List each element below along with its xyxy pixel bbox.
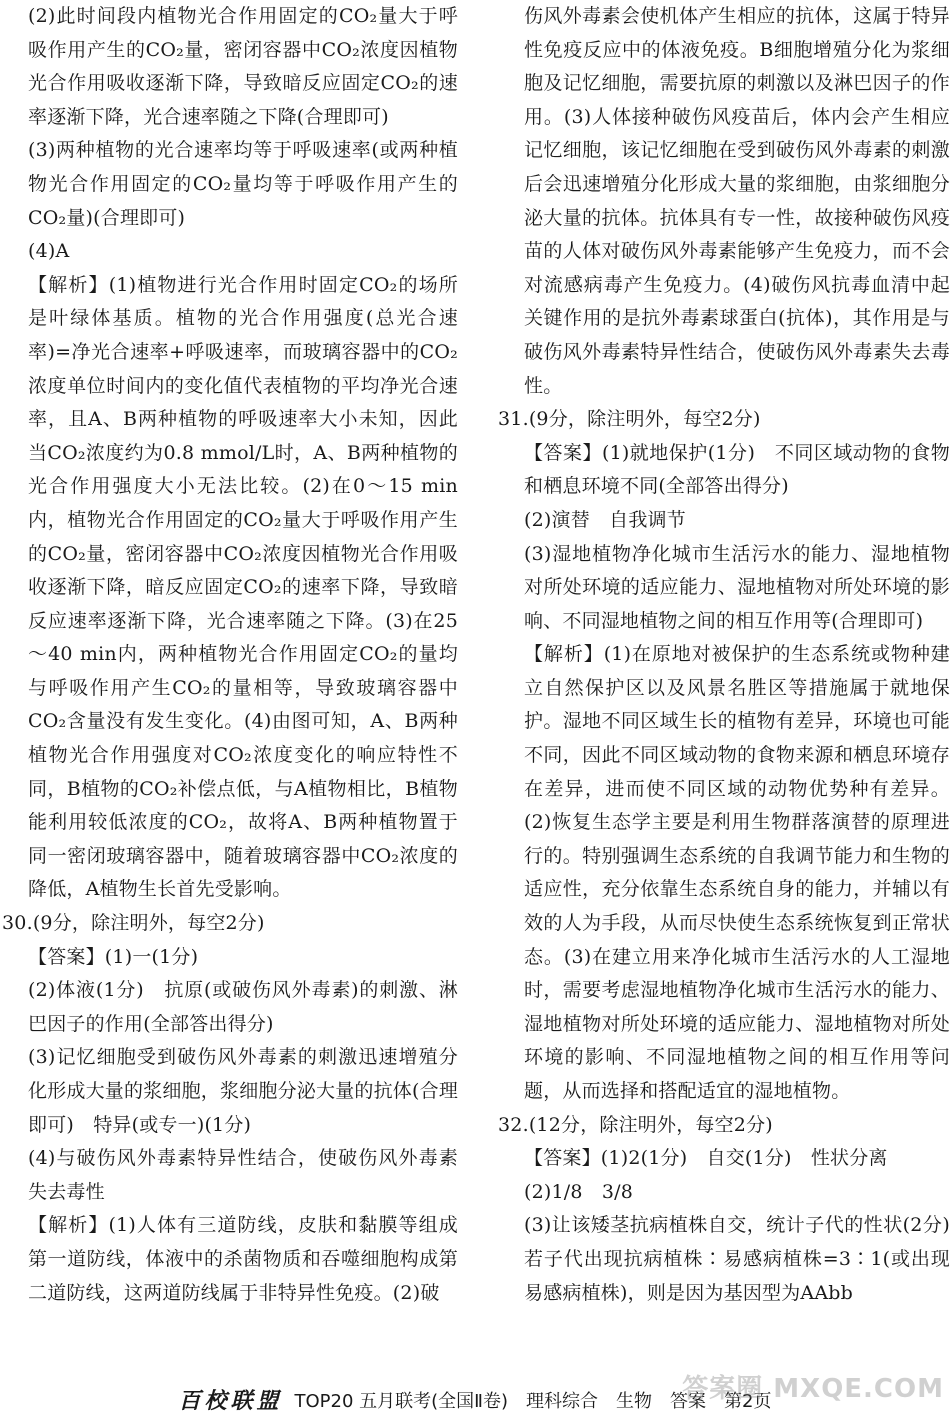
analysis-30: 【解析】(1)人体有三道防线，皮肤和黏膜等组成第一道防线，体液中的杀菌物质和吞噬细胞构成第二道防线，这两道防线属于非特异性免疫。(2)破	[28, 1214, 458, 1304]
analysis-30-cont: 伤风外毒素会使机体产生相应的抗体，这属于特异性免疫反应中的体液免疫。B细胞增殖分化为浆细胞及记忆细胞，需要抗原的刺激以及淋巴因子的作用。(3)人体接种破伤风疫苗后，体内会产生相应记忆细胞，该记忆细胞在受到破伤风外毒素的刺激后会迅速增殖分化形成大量的浆细胞，由浆细胞分泌大量的抗体。抗体具有专一性，故接种破伤风疫苗的人体对破伤风外毒素能够产生免疫力，而不会对流感病毒产生免疫力。(4)破伤风抗毒血清中起关键作用的是抗外毒素球蛋白(抗体)，其作用是与破伤风外毒素特异性结合，使破伤风外毒素失去毒性。	[524, 5, 950, 397]
analysis-31: 【解析】(1)在原地对被保护的生态系统或物种建立自然保护区以及风景名胜区等措施属于就地保护。湿地不同区域生长的植物有差异，环境也可能不同，因此不同区域动物的食物来源和栖息环境存在差异，进而使不同区域的动物优势种有差异。(2)恢复生态学主要是利用生物群落演替的原理进行的。特别强调生态系统的自我调节能力和生物的适应性，充分依靠生态系统自身的能力，并辅以有效的人为手段，从而尽快使生态系统恢复到正常状态。(3)在建立用来净化城市生活污水的人工湿地时，需要考虑湿地植物净化城市生活污水的能力、湿地植物对所处环境的适应能力、湿地植物对所处环境的影响、不同湿地植物之间的相互作用等问题，从而选择和搭配适宜的湿地植物。	[524, 643, 950, 1102]
answer-32-2: (2)1/8 3/8	[524, 1180, 634, 1203]
footer-text: TOP20 五月联考(全国Ⅱ卷) 理科综合 生物 答案 第2页	[294, 1390, 772, 1412]
right-column	[498, 0, 950, 1310]
question-31-header: 31.(9分，除注明外，每空2分)	[498, 408, 761, 431]
brand-logo: 百校联盟	[178, 1388, 283, 1414]
answer-30-4: (4)与破伤风外毒素特异性结合，使破伤风外毒素失去毒性	[28, 1147, 458, 1203]
answer-30-2: (2)体液(1分) 抗原(或破伤风外毒素)的刺激、淋巴因子的作用(全部答出得分)	[28, 979, 458, 1035]
answer-31-2: (2)演替 自我调节	[524, 508, 686, 531]
answer-29-2: (2)此时间段内植物光合作用固定的CO₂量大于呼吸作用产生的CO₂量，密闭容器中CO₂浓度因植物光合作用吸收逐渐下降，导致暗反应固定CO₂的速率逐渐下降，光合速率随之下降(合理即可)	[28, 5, 458, 128]
analysis-29: 【解析】(1)植物进行光合作用时固定CO₂的场所是叶绿体基质。植物的光合作用强度(总光合速率)=净光合速率+呼吸速率，而玻璃容器中的CO₂浓度单位时间内的变化值代表植物的平均净光合速率，且A、B两种植物的呼吸速率大小未知，因此当CO₂浓度约为0.8 mmol/L时，A、B两种植物的光合作用强度大小无法比较。(2)在0～15 min内，植物光合作用固定的CO₂量大于呼吸作用产生的CO₂量，密闭容器中CO₂浓度因植物光合作用吸收逐渐下降，暗反应固定CO₂的速率下降，导致暗反应速率逐渐下降，光合速率随之下降。(3)在25～40 min内，两种植物光合作用固定CO₂的量均与呼吸作用产生CO₂的量相等，导致玻璃容器中CO₂含量没有发生变化。(4)由图可知，A、B两种植物光合作用强度对CO₂浓度变化的响应特性不同，B植物的CO₂补偿点低，与A植物相比，B植物能利用较低浓度的CO₂，故将A、B两种植物置于同一密闭玻璃容器中，随着玻璃容器中CO₂浓度的降低，A植物生长首先受影响。	[28, 273, 458, 901]
answer-32-1: 【答案】(1)2(1分) 自交(1分) 性状分离	[524, 1147, 888, 1170]
question-30-header: 30.(9分，除注明外，每空2分)	[2, 912, 265, 935]
answer-32-3: (3)让该矮茎抗病植株自交，统计子代的性状(2分) 若子代出现抗病植株∶易感病植株=3∶1(或出现易感病植株)，则是因为基因型为AAbb	[524, 1214, 950, 1304]
question-32-header: 32.(12分，除注明外，每空2分)	[498, 1113, 773, 1136]
answer-31-1: 【答案】(1)就地保护(1分) 不同区域动物的食物和栖息环境不同(全部答出得分)	[524, 441, 950, 498]
watermark: 答案圈 MXQE.COM	[682, 1374, 944, 1404]
answer-31-3: (3)湿地植物净化城市生活污水的能力、湿地植物对所处环境的适应能力、湿地植物对所处环境的影响、不同湿地植物之间的相互作用等(合理即可)	[524, 542, 950, 632]
answer-30-1: 【答案】(1)一(1分)	[28, 945, 199, 968]
left-column	[2, 0, 459, 1310]
answer-30-3: (3)记忆细胞受到破伤风外毒素的刺激迅速增殖分化形成大量的浆细胞，浆细胞分泌大量的抗体(合理即可) 特异(或专一)(1分)	[28, 1046, 459, 1136]
answer-29-4: (4)A	[28, 240, 70, 263]
answer-29-3: (3)两种植物的光合速率均等于呼吸速率(或两种植物光合作用固定的CO₂量均等于呼吸作用产生的CO₂量)(合理即可)	[28, 139, 458, 229]
